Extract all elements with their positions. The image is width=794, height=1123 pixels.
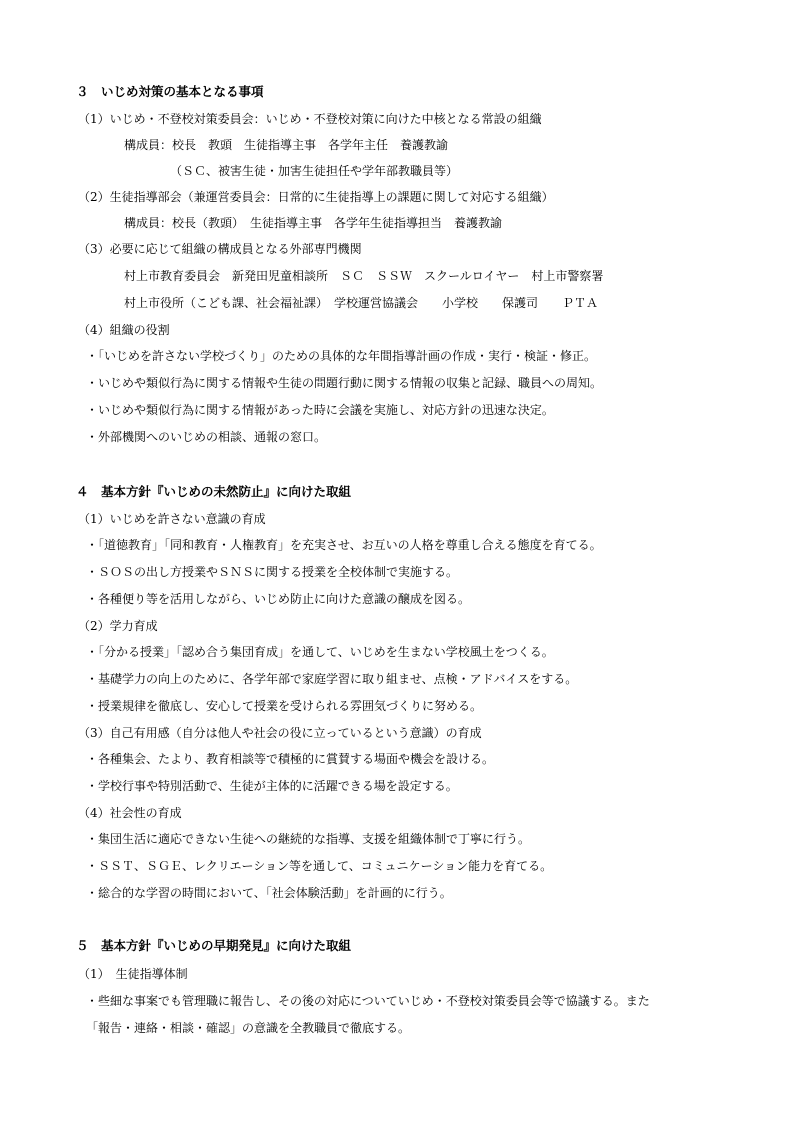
section-4-item-1: （1）いじめを許さない意識の育成 — [78, 512, 266, 526]
section-3-role-3: ・いじめや類似行為に関する情報があった時に会議を実施し、対応方針の迅速な決定。 — [86, 403, 554, 417]
section-4-bullet-4-2: ・ＳＳＴ、ＳＧＥ、レクリエーション等を通して、コミュニケーション能力を育てる。 — [86, 859, 553, 873]
section-4-item-4: （4）社会性の育成 — [78, 806, 182, 820]
section-5-heading: ５ 基本方針『いじめの早期発見』に向けた取組 — [76, 938, 352, 953]
section-3-role-4: ・外部機関へのいじめの相談、通報の窓口。 — [86, 430, 327, 444]
section-4-bullet-4-1: ・集団生活に適応できない生徒への継続的な指導、支援を組織体制で丁寧に行う。 — [86, 832, 531, 846]
section-4-bullet-3-2: ・学校行事や特別活動で、生徒が主体的に活躍できる場を設定する。 — [86, 779, 458, 793]
section-4-bullet-1-2: ・ＳＯＳの出し方授業やＳＮＳに関する授業を全校体制で実施する。 — [86, 565, 459, 579]
section-3-agencies-2: 村上市役所（こども課、社会福祉課） 学校運営協議会 小学校 保護司 ＰＴＡ — [124, 296, 599, 310]
section-4-bullet-2-3: ・授業規律を徹底し、安心して授業を受けられる雰囲気づくりに努める。 — [86, 699, 483, 713]
section-3-role-2: ・いじめや類似行為に関する情報や生徒の問題行動に関する情報の収集と記録、職員への周知。 — [86, 376, 603, 390]
section-3-item-4: （4）組織の役割 — [78, 323, 170, 337]
section-4-bullet-3-1: ・各種集会、たより、教育相談等で積極的に賞賛する場面や機会を設ける。 — [86, 752, 495, 766]
section-3-agencies-1: 村上市教育委員会 新発田児童相談所 ＳＣ ＳＳＷ スクールロイヤー 村上市警察署 — [124, 269, 604, 283]
section-4-bullet-4-3: ・総合的な学習の時間において、「社会体験活動」を計画的に行う。 — [86, 886, 452, 900]
section-4-bullet-1-1: ・「道徳教育」「同和教育・人権教育」を充実させ、お互いの人格を尊重し合える態度を育てる。 — [86, 538, 602, 552]
section-3-item-1: （1）いじめ・不登校対策委員会：いじめ・不登校対策に向けた中核となる常設の組織 — [78, 112, 542, 126]
section-3-heading: ３ いじめ対策の基本となる事項 — [76, 84, 264, 99]
section-4-item-2: （2）学力育成 — [78, 619, 158, 633]
section-5-bullet-1-1: ・些細な事案でも管理職に報告し、その後の対応についていじめ・不登校対策委員会等で協議する。また — [86, 994, 650, 1008]
section-4-bullet-1-3: ・各種便り等を活用しながら、いじめ防止に向けた意識の醸成を図る。 — [86, 592, 471, 606]
section-4-bullet-2-1: ・「分かる授業」「認め合う集団育成」を通して、いじめを生まない学校風土をつくる。 — [86, 645, 554, 659]
section-3-item-3: （3）必要に応じて組織の構成員となる外部専門機関 — [78, 242, 362, 256]
section-3-members-1: 構成員：校長 教頭 生徒指導主事 各学年主任 養護教諭 — [124, 138, 449, 152]
section-3-item-2: （2）生徒指導部会（兼運営委員会：日常的に生徒指導上の課題に関して対応する組織） — [78, 190, 554, 204]
section-3-members-2: 構成員：校長（教頭） 生徒指導主事 各学年生徒指導担当 養護教諭 — [124, 216, 503, 230]
section-3-role-1: ・「いじめを許さない学校づくり」のための具体的な年間指導計画の作成・実行・検証・修正。 — [86, 349, 597, 363]
section-5-item-1: （1） 生徒指導体制 — [78, 967, 188, 981]
section-4-bullet-2-2: ・基礎学力の向上のために、各学年部で家庭学習に取り組ませ、点検・アドバイスをする。 — [86, 672, 578, 686]
section-4-item-3: （3）自己有用感（自分は他人や社会の役に立っているという意識）の育成 — [78, 726, 482, 740]
section-3-members-1-note: （ＳＣ、被害生徒・加害生徒担任や学年部教職員等） — [170, 164, 459, 178]
section-5-bullet-1-1-cont: 「報告・連絡・相談・確認」の意識を全教職員で徹底する。 — [86, 1021, 411, 1035]
section-4-heading: ４ 基本方針『いじめの未然防止』に向けた取組 — [76, 484, 352, 499]
